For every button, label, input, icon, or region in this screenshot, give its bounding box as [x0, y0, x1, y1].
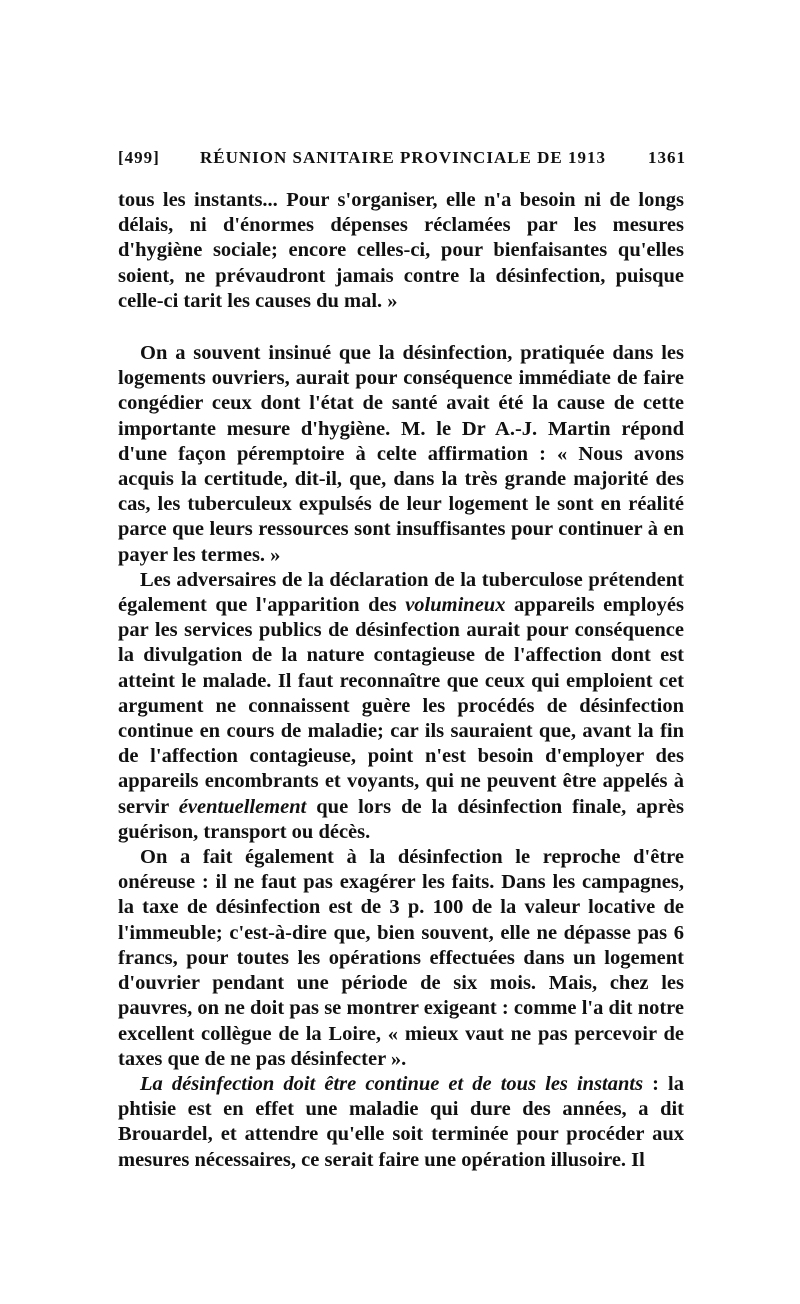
bracket-page-number: [499]	[118, 148, 160, 167]
running-title: RÉUNION SANITAIRE PROVINCIALE DE 1913	[200, 148, 607, 167]
body-text	[118, 188, 684, 1173]
italic-heading-phrase: La désinfection doit être continue et de tous les instants	[140, 1072, 644, 1095]
italic-volumineux: volumineux	[405, 594, 506, 617]
page-number: 1361	[648, 148, 686, 167]
italic-eventuellement: éventuellement	[178, 795, 307, 818]
paragraph-onereuse: On a fait également à la désinfection le reproche d'être onéreuse : il ne faut pas exagérer les faits. Dans les campagnes, la taxe de désinfection est de 3 p. 100 de la valeur locative de l'immeuble; c'est-à-dire que, bien souvent, elle ne dépasse pas 6 francs, pour toutes les opérations effectuées dans un logement d'ouvrier pendant une période de six mois. Mais, chez les pauvres, on ne doit pas se montrer exigeant : comme l'a dit notre excellent collègue de la Loire, « mieux vaut ne pas percevoir de taxes que de ne pas désinfecter ».	[118, 846, 684, 1070]
running-header	[118, 148, 686, 178]
paragraph-quote-ending: tous les instants... Pour s'organiser, elle n'a besoin ni de longs délais, ni d'énormes dépenses réclamées par les mesures d'hygiène sociale; encore celles-ci, pour bienfaisantes qu'elles soient, ne prévaudront jamais contre la désinfection, puisque celle-ci tarit les causes du mal. »	[118, 189, 684, 312]
paragraph-adversaires: Les adversaires de la déclaration de la tuberculose prétendent également que l'apparition des volumineux appareils employés par les services publics de désinfection aurait pour conséquence la divulgation de la nature contagieuse de l'affection dont est atteint le malade. Il faut reconnaître que ceux qui emploient cet argument ne connaissent guère les procédés de désinfection continue en cours de maladie; car ils sauraient que, avant la fin de l'affection contagieuse, point n'est besoin d'employer des appareils encombrants et voyants, qui ne peuvent être appelés à servir éventuellement que lors de la désinfection finale, après guérison, transport ou décès.	[118, 568, 684, 843]
paragraph-continue: La désinfection doit être continue et de tous les instants : la phtisie est en effet une maladie qui dure des années, a dit Brouardel, et attendre qu'elle soit terminée pour procéder aux mesures nécessaires, ce serait faire une opération illusoire. Il	[118, 1072, 684, 1171]
paragraph-martin: On a souvent insinué que la désinfection, pratiquée dans les logements ouvriers, aurait pour conséquence immédiate de faire congédier ceux dont l'état de santé avait été la cause de cette importante mesure d'hygiène. M. le Dr A.-J. Martin répond d'une façon péremptoire à celte affirmation : « Nous avons acquis la certitude, dit-il, que, dans la très grande majorité des cas, les tuberculeux expulsés de leur logement le sont en réalité parce que leurs ressources sont insuffisantes pour continuer à en payer les termes. »	[118, 342, 684, 566]
